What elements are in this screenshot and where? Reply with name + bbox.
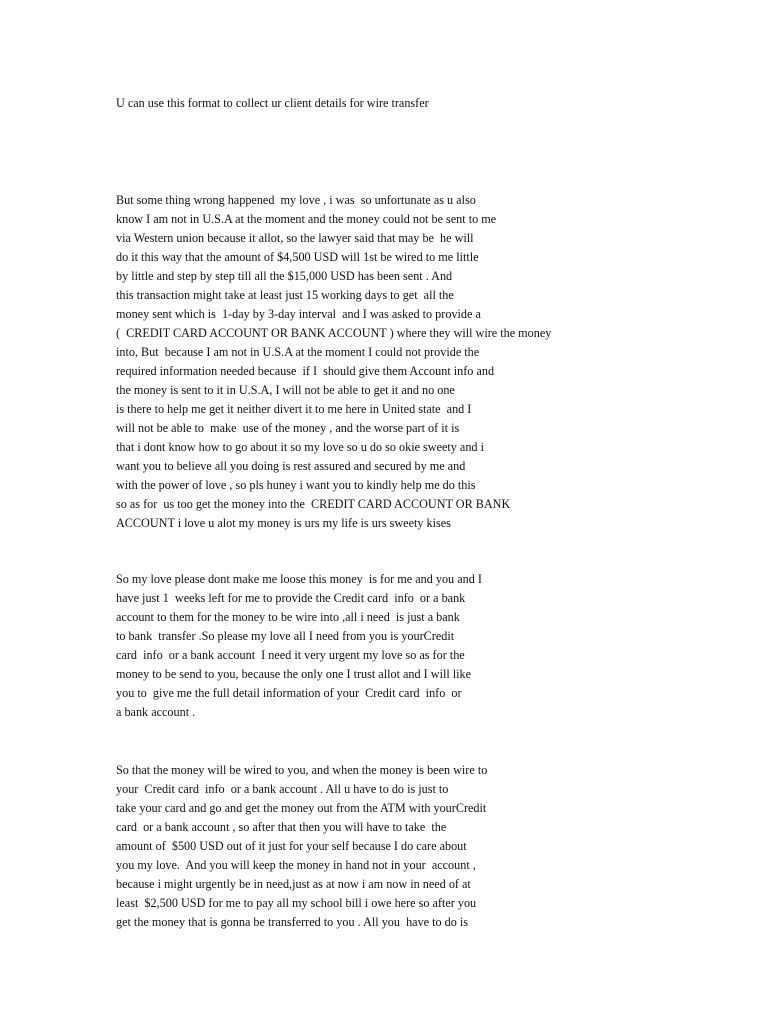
paragraph-line: get the money that is gonna be transferred to you . All you have to do is bbox=[116, 915, 469, 929]
paragraph-line: So that the money will be wired to you, and when the money is been wire to bbox=[116, 763, 488, 777]
paragraph-line: this transaction might take at least just 15 working days to get all the bbox=[116, 288, 454, 302]
paragraph-line: will not be able to make use of the money , and the worse part of it is bbox=[116, 421, 460, 435]
paragraph-line: have just 1 weeks left for me to provide the Credit card info or a bank bbox=[116, 591, 466, 605]
paragraph-line: ( CREDIT CARD ACCOUNT OR BANK ACCOUNT ) where they will wire the money bbox=[116, 326, 552, 340]
paragraph-line: by little and step by step till all the $15,000 USD has been sent . And bbox=[116, 269, 453, 283]
paragraph-line: know I am not in U.S.A at the moment and the money could not be sent to me bbox=[116, 212, 497, 226]
paragraph-line: So my love please dont make me loose this money is for me and you and I bbox=[116, 572, 482, 586]
paragraph-line: amount of $500 USD out of it just for your self because I do care about bbox=[116, 839, 467, 853]
paragraph-line: want you to believe all you doing is rest assured and secured by me and bbox=[116, 459, 466, 473]
paragraph-line: you my love. And you will keep the money in hand not in your account , bbox=[116, 858, 476, 872]
paragraph-line: to bank transfer .So please my love all I need from you is yourCredit bbox=[116, 629, 455, 643]
paragraph-line: via Western union because it allot, so the lawyer said that may be he will bbox=[116, 231, 474, 245]
paragraph-line: that i dont know how to go about it so my love so u do so okie sweety and i bbox=[116, 440, 484, 454]
paragraph-line: account to them for the money to be wire into ,all i need is just a bank bbox=[116, 610, 460, 624]
paragraph-line: is there to help me get it neither divert it to me here in United state and I bbox=[116, 402, 472, 416]
paragraph-line: required information needed because if I should give them Account info and bbox=[116, 364, 495, 378]
paragraph-line: your Credit card info or a bank account . All u have to do is just to bbox=[116, 782, 449, 796]
paragraph-line: into, But because I am not in U.S.A at the moment I could not provide the bbox=[116, 345, 480, 359]
paragraph-line: take your card and go and get the money out from the ATM with yourCredit bbox=[116, 801, 487, 815]
paragraph-line: you to give me the full detail information of your Credit card info or bbox=[116, 686, 462, 700]
document-heading: U can use this format to collect ur client details for wire transfer bbox=[116, 96, 429, 110]
paragraph-line: so as for us too get the money into the CREDIT CARD ACCOUNT OR BANK bbox=[116, 497, 511, 511]
paragraph-line: money sent which is 1-day by 3-day interval and I was asked to provide a bbox=[116, 307, 481, 321]
paragraph-line: with the power of love , so pls huney i want you to kindly help me do this bbox=[116, 478, 476, 492]
paragraph-line: But some thing wrong happened my love , i was so unfortunate as u also bbox=[116, 193, 476, 207]
paragraph-line: ACCOUNT i love u alot my money is urs my life is urs sweety kises bbox=[116, 516, 451, 530]
paragraph-line: card info or a bank account I need it very urgent my love so as for the bbox=[116, 648, 465, 662]
paragraph-line: a bank account . bbox=[116, 705, 196, 719]
paragraph-line: money to be send to you, because the only one I trust allot and I will like bbox=[116, 667, 472, 681]
paragraph-line: do it this way that the amount of $4,500 USD will 1st be wired to me little bbox=[116, 250, 479, 264]
paragraph-line: least $2,500 USD for me to pay all my school bill i owe here so after you bbox=[116, 896, 477, 910]
paragraph-line: card or a bank account , so after that then you will have to take the bbox=[116, 820, 447, 834]
paragraph-line: the money is sent to it in U.S.A, I will not be able to get it and no one bbox=[116, 383, 455, 397]
paragraph-line: because i might urgently be in need,just as at now i am now in need of at bbox=[116, 877, 471, 891]
